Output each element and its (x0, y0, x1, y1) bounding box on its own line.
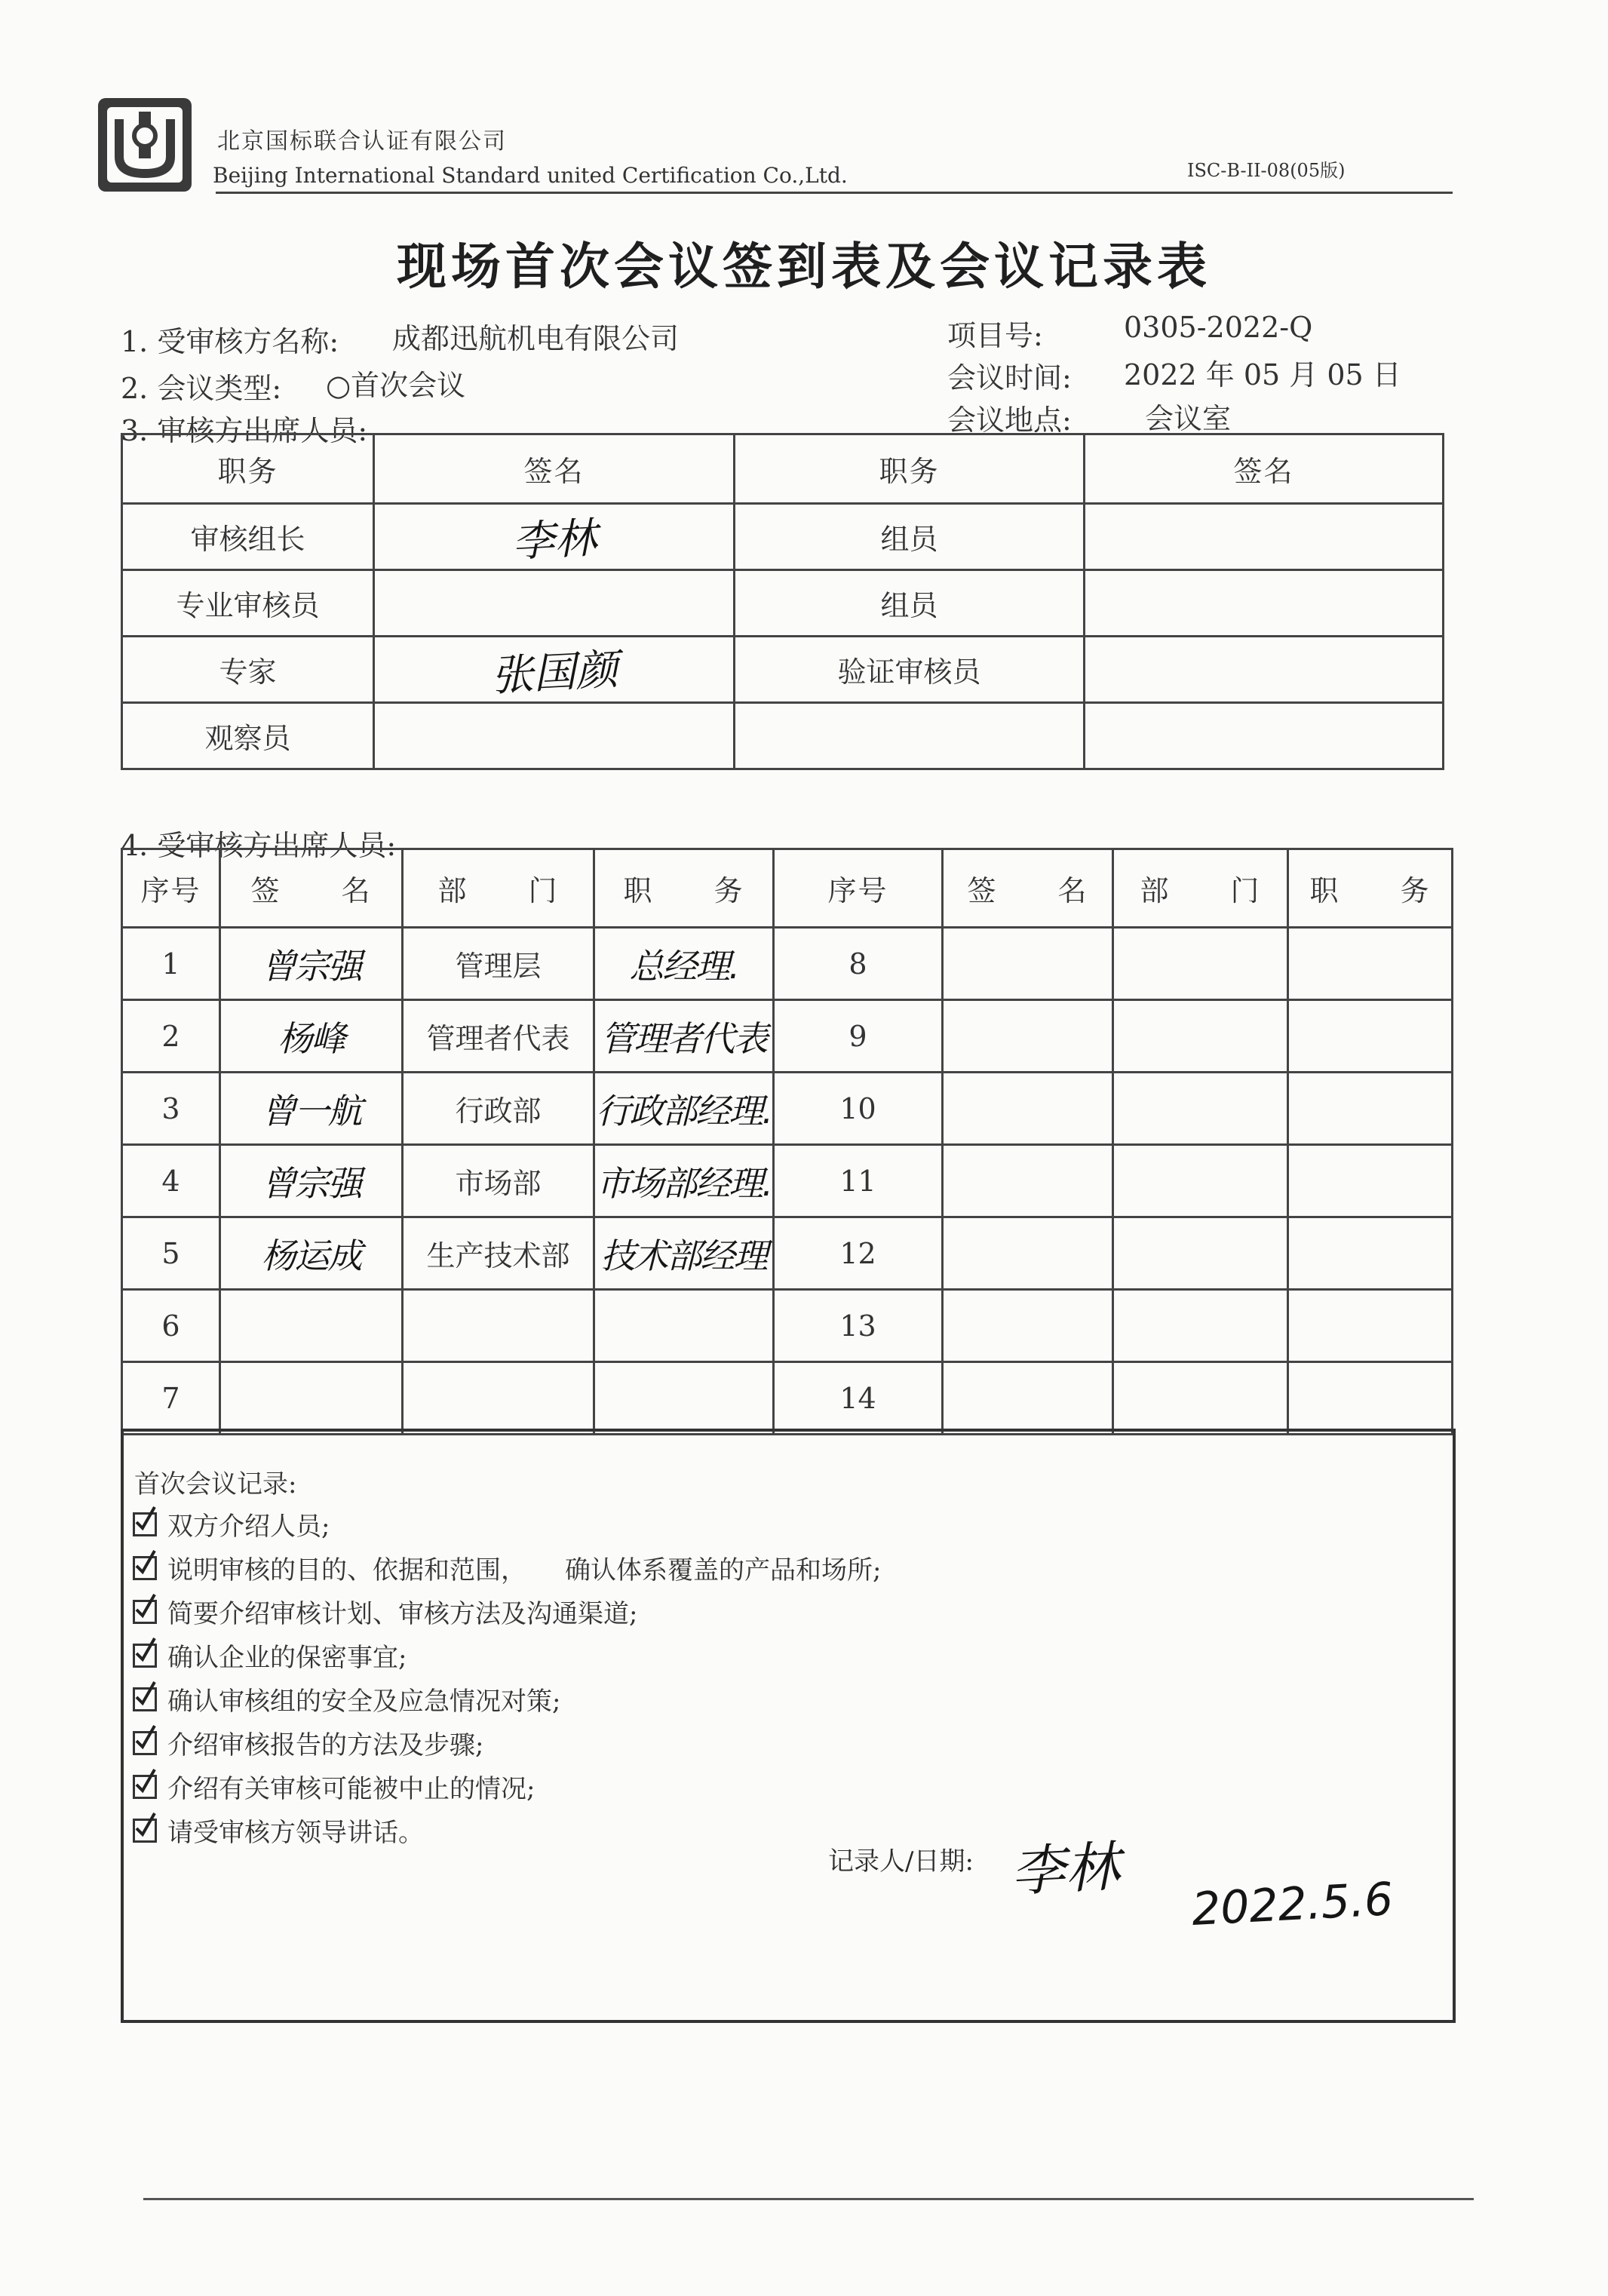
handwritten-position: 行政部经理. (596, 1090, 772, 1131)
department-cell: 管理者代表 (403, 1000, 594, 1073)
row-number: 14 (774, 1362, 943, 1435)
table-row (122, 570, 1444, 637)
column-header: 签 名 (220, 849, 403, 928)
signature-cell (943, 1217, 1113, 1290)
position-cell (594, 1145, 774, 1217)
handwritten-signature: 张国颜 (489, 645, 619, 701)
role-cell: 观察员 (122, 703, 374, 769)
record-item-text: 介绍有关审核可能被中止的情况; (167, 1774, 535, 1804)
department-cell (1113, 1362, 1288, 1435)
department-cell (403, 1290, 594, 1362)
signature-cell (943, 1290, 1113, 1362)
signature-cell (374, 570, 735, 637)
record-item (133, 1637, 407, 1674)
auditee-attendees-label: 4. 受审核方出席人员: (121, 829, 397, 862)
signature-cell (220, 1000, 403, 1073)
position-cell (594, 1073, 774, 1145)
header-divider (216, 192, 1453, 194)
recorder-signature (1009, 1825, 1122, 1904)
meeting-time-label: 会议时间: (947, 361, 1072, 394)
record-item-text: 简要介绍审核计划、审核方法及沟通渠道; (167, 1599, 638, 1629)
handwritten-signature: 李林 (511, 513, 598, 567)
checked-checkbox-icon[interactable] (133, 1775, 157, 1799)
department-cell (1113, 1073, 1288, 1145)
role-cell: 专业审核员 (122, 570, 374, 637)
signature-cell (220, 1217, 403, 1290)
position-cell (1288, 1362, 1453, 1435)
row-number: 13 (774, 1290, 943, 1362)
meeting-type-label: 2. 会议类型: (121, 372, 282, 405)
table-header-row (122, 434, 1444, 504)
auditee-label: 1. 受审核方名称: (121, 325, 339, 358)
row-number: 4 (122, 1145, 220, 1217)
column-header: 部 门 (1113, 849, 1288, 928)
table-row (122, 1073, 1453, 1145)
company-name-en: Beijing International Standard united Certification Co.,Ltd. (213, 163, 848, 188)
role-cell: 审核组长 (122, 504, 374, 570)
department-cell (1113, 1000, 1288, 1073)
position-cell (594, 1362, 774, 1435)
table-header-row (122, 849, 1453, 928)
meeting-place-value: 会议室 (1145, 402, 1232, 435)
position-cell (1288, 1290, 1453, 1362)
project-label: 项目号: (947, 319, 1043, 352)
column-header: 部 门 (403, 849, 594, 928)
signature-cell (943, 1145, 1113, 1217)
table-row (122, 928, 1453, 1000)
department-cell (1113, 928, 1288, 1000)
table-row (122, 1145, 1453, 1217)
signature-cell (943, 1073, 1113, 1145)
row-number: 12 (774, 1217, 943, 1290)
document-code: ISC-B-II-08(05版) (1187, 160, 1346, 181)
column-header: 序号 (774, 849, 943, 928)
position-cell (1288, 1073, 1453, 1145)
column-header: 签名 (1085, 434, 1444, 504)
table-row (122, 637, 1444, 703)
role-cell: 专家 (122, 637, 374, 703)
row-number: 6 (122, 1290, 220, 1362)
position-cell (1288, 1145, 1453, 1217)
handwritten-date: 2022.5.6 (1190, 1873, 1395, 1936)
handwritten-signature: 曾一航 (261, 1090, 361, 1131)
record-item (133, 1549, 881, 1586)
checked-checkbox-icon[interactable] (133, 1600, 157, 1624)
recorder-label: 记录人/日期: (828, 1846, 974, 1877)
position-cell (594, 1290, 774, 1362)
handwritten-signature: 曾宗强 (261, 945, 361, 987)
department-cell (1113, 1290, 1288, 1362)
column-header: 签名 (374, 434, 735, 504)
column-header: 职务 (735, 434, 1085, 504)
project-number: 0305-2022-Q (1124, 311, 1313, 344)
handwritten-position: 市场部经理. (596, 1162, 772, 1204)
record-item-text: 介绍审核报告的方法及步骤; (167, 1730, 484, 1760)
position-cell (1288, 1217, 1453, 1290)
department-cell: 生产技术部 (403, 1217, 594, 1290)
row-number: 3 (122, 1073, 220, 1145)
checked-checkbox-icon[interactable] (133, 1644, 157, 1668)
row-number: 7 (122, 1362, 220, 1435)
position-cell (594, 1000, 774, 1073)
checked-checkbox-icon[interactable] (133, 1819, 157, 1843)
table-row (122, 1000, 1453, 1073)
checked-checkbox-icon[interactable] (133, 1731, 157, 1755)
meeting-time-value: 2022 年 05 月 05 日 (1124, 358, 1401, 391)
handwritten-position: 管理者代表 (600, 1018, 767, 1059)
record-item (133, 1681, 560, 1717)
signature-cell (943, 1000, 1113, 1073)
role-cell: 组员 (735, 504, 1085, 570)
signature-cell (1085, 703, 1444, 769)
department-cell: 市场部 (403, 1145, 594, 1217)
row-number: 11 (774, 1145, 943, 1217)
row-number: 10 (774, 1073, 943, 1145)
department-cell: 行政部 (403, 1073, 594, 1145)
row-number: 9 (774, 1000, 943, 1073)
signature-cell (943, 1362, 1113, 1435)
signature-cell (220, 1290, 403, 1362)
signature-cell (220, 1362, 403, 1435)
signature-cell (1085, 570, 1444, 637)
signature-cell (1085, 637, 1444, 703)
position-cell (1288, 928, 1453, 1000)
handwritten-signature: 杨峰 (278, 1018, 345, 1059)
handwritten-position: 技术部经理 (600, 1235, 767, 1276)
row-number: 8 (774, 928, 943, 1000)
role-cell: 验证审核员 (735, 637, 1085, 703)
department-cell (403, 1362, 594, 1435)
role-cell: 组员 (735, 570, 1085, 637)
department-cell (1113, 1145, 1288, 1217)
department-cell (1113, 1217, 1288, 1290)
column-header: 职务 (122, 434, 374, 504)
handwritten-signature: 李林 (1009, 1834, 1122, 1904)
row-number: 1 (122, 928, 220, 1000)
position-cell (594, 1217, 774, 1290)
signature-cell (220, 1145, 403, 1217)
record-item (133, 1506, 330, 1542)
record-item (133, 1724, 483, 1761)
record-item-text: 说明审核的目的、依据和范围， 确认体系覆盖的产品和场所; (167, 1555, 882, 1585)
signature-cell (220, 1073, 403, 1145)
row-number: 5 (122, 1217, 220, 1290)
checked-checkbox-icon[interactable] (133, 1556, 157, 1580)
auditee-attendees-table (121, 848, 1453, 1435)
row-number: 2 (122, 1000, 220, 1073)
column-header: 序号 (122, 849, 220, 928)
record-item-text: 确认企业的保密事宜; (167, 1643, 407, 1673)
footer-divider (143, 2198, 1474, 2200)
column-header: 职 务 (1288, 849, 1453, 928)
records-title: 首次会议记录: (134, 1469, 297, 1499)
record-item (133, 1593, 637, 1630)
record-item-text: 确认审核组的安全及应急情况对策; (167, 1687, 561, 1717)
record-item-text: 请受审核方领导讲话。 (167, 1818, 424, 1848)
signature-cell (220, 928, 403, 1000)
table-row (122, 1217, 1453, 1290)
signature-cell (374, 637, 735, 703)
table-row (122, 1290, 1453, 1362)
role-cell (735, 703, 1085, 769)
meeting-type-value: ○首次会议 (326, 369, 466, 402)
table-row (122, 1362, 1453, 1435)
audit-team-table (121, 433, 1444, 770)
company-name-cn: 北京国标联合认证有限公司 (217, 128, 507, 155)
handwritten-position: 总经理. (629, 945, 738, 987)
recorder-date (1190, 1873, 1395, 1936)
position-cell (1288, 1000, 1453, 1073)
checked-checkbox-icon[interactable] (133, 1687, 157, 1711)
signature-cell (374, 504, 735, 570)
signature-cell (1085, 504, 1444, 570)
column-header: 职 务 (594, 849, 774, 928)
handwritten-signature: 杨运成 (261, 1235, 361, 1276)
page-title: 现场首次会议签到表及会议记录表 (397, 237, 1211, 296)
table-row (122, 703, 1444, 769)
record-item-text: 双方介绍人员; (167, 1512, 330, 1542)
record-item (133, 1812, 424, 1849)
position-cell (594, 928, 774, 1000)
checked-checkbox-icon[interactable] (133, 1512, 157, 1536)
company-logo-icon (97, 97, 193, 193)
meeting-place-label: 会议地点: (947, 404, 1072, 437)
record-item (133, 1768, 535, 1805)
auditee-name: 成都迅航机电有限公司 (392, 322, 680, 355)
auditors-label: 3. 审核方出席人员: (121, 414, 368, 447)
handwritten-signature: 曾宗强 (261, 1162, 361, 1204)
department-cell: 管理层 (403, 928, 594, 1000)
signature-cell (374, 703, 735, 769)
column-header: 签 名 (943, 849, 1113, 928)
signature-cell (943, 928, 1113, 1000)
table-row (122, 504, 1444, 570)
